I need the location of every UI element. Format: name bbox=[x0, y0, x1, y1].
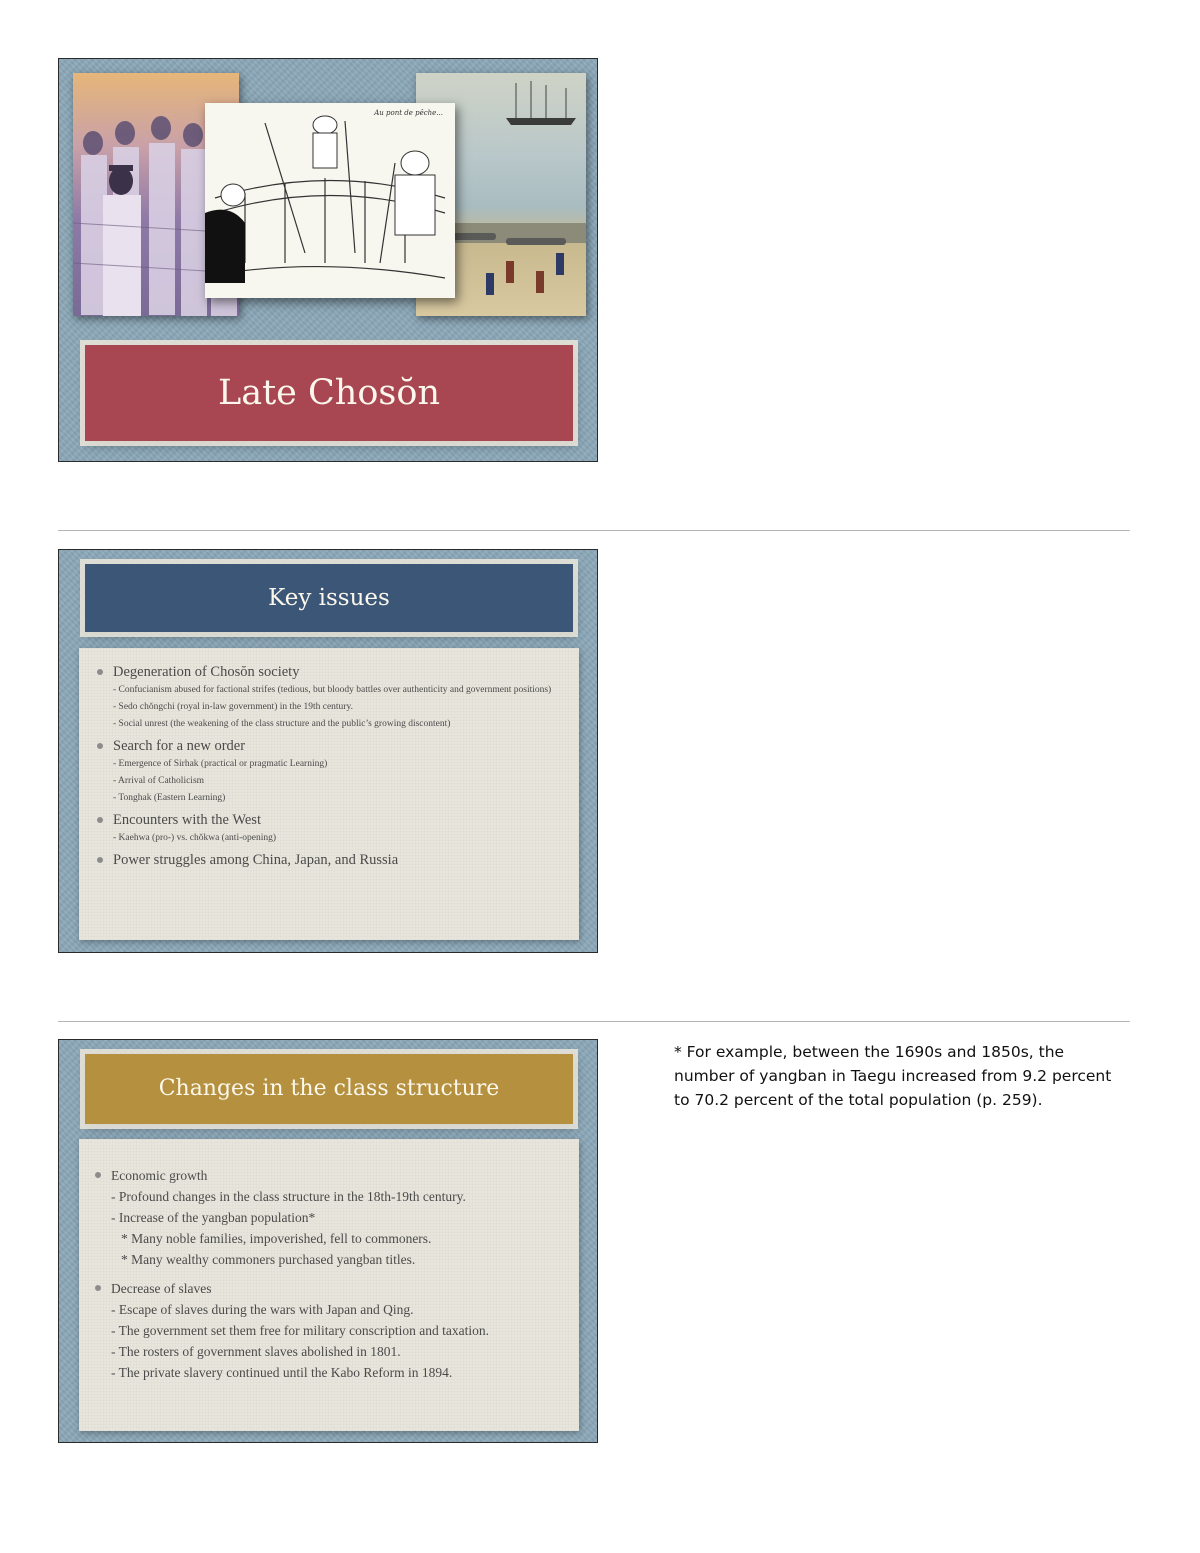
title-banner bbox=[85, 345, 573, 441]
sub-line: - Profound changes in the class structure in the 18th-19th century. bbox=[111, 1189, 466, 1204]
slide-title: Changes in the class structure bbox=[158, 1076, 500, 1101]
bullet-heading: Degeneration of Chosŏn society bbox=[113, 664, 300, 680]
political-cartoon bbox=[205, 103, 455, 298]
content-panel bbox=[79, 1139, 579, 1431]
slide-3 bbox=[58, 1039, 598, 1443]
cartoon-caption: Au pont de pêche... bbox=[374, 109, 443, 117]
bullet-item bbox=[93, 810, 565, 847]
title-banner bbox=[85, 564, 573, 632]
bullet-item bbox=[91, 1165, 567, 1270]
sub-line: - The rosters of government slaves abolished in 1801. bbox=[111, 1344, 401, 1359]
sub-line: - Increase of the yangban population* bbox=[111, 1210, 316, 1225]
bullet-heading: Search for a new order bbox=[113, 738, 246, 754]
divider bbox=[58, 530, 1130, 531]
sub-line: - Escape of slaves during the wars with Japan and Qing. bbox=[111, 1302, 414, 1317]
bullet-item bbox=[93, 736, 565, 807]
bullet-item bbox=[93, 850, 565, 870]
divider bbox=[58, 1021, 1130, 1022]
slide-2 bbox=[58, 549, 598, 953]
title-banner bbox=[85, 1054, 573, 1124]
slide-title: Late Chosŏn bbox=[218, 373, 440, 413]
content-panel bbox=[79, 648, 579, 940]
sub-line: - The government set them free for military conscription and taxation. bbox=[111, 1323, 490, 1338]
bullet-heading: Economic growth bbox=[111, 1168, 208, 1183]
sub-line: - Confucianism abused for factional strifes (tedious, but bloody battles over authenticity and government positions) bbox=[113, 685, 552, 695]
sub-line: - The private slavery continued until the Kabo Reform in 1894. bbox=[111, 1365, 453, 1380]
cartoon-drawing bbox=[205, 103, 455, 298]
bullet-heading: Encounters with the West bbox=[113, 812, 261, 828]
slide-title: Key issues bbox=[268, 585, 390, 611]
sub-line: - Arrival of Catholicism bbox=[113, 776, 205, 786]
sub-line: - Social unrest (the weakening of the class structure and the public’s growing discontent) bbox=[113, 719, 451, 729]
bullet-heading: Power struggles among China, Japan, and Russia bbox=[113, 852, 399, 868]
bullet-item bbox=[91, 1278, 567, 1383]
slide-1 bbox=[58, 58, 598, 462]
sub-line: - Kaehwa (pro-) vs. chŏkwa (anti-opening) bbox=[113, 833, 277, 843]
bullet-heading: Decrease of slaves bbox=[111, 1281, 212, 1296]
sub-line: - Tonghak (Eastern Learning) bbox=[113, 793, 226, 803]
bullet-item bbox=[93, 662, 565, 733]
sub-sub-line: * Many noble families, impoverished, fell to commoners. bbox=[121, 1231, 432, 1246]
sub-sub-line: * Many wealthy commoners purchased yangban titles. bbox=[121, 1252, 416, 1267]
sub-line: - Sedo chŏngchi (royal in-law government) in the 19th century. bbox=[113, 702, 353, 712]
sub-line: - Emergence of Sirhak (practical or pragmatic Learning) bbox=[113, 759, 328, 769]
slide-3-note: * For example, between the 1690s and 1850s, the number of yangban in Taegu increased from 9.2 percent to 70.2 percent of the total population (p. 259). bbox=[674, 1043, 1112, 1109]
